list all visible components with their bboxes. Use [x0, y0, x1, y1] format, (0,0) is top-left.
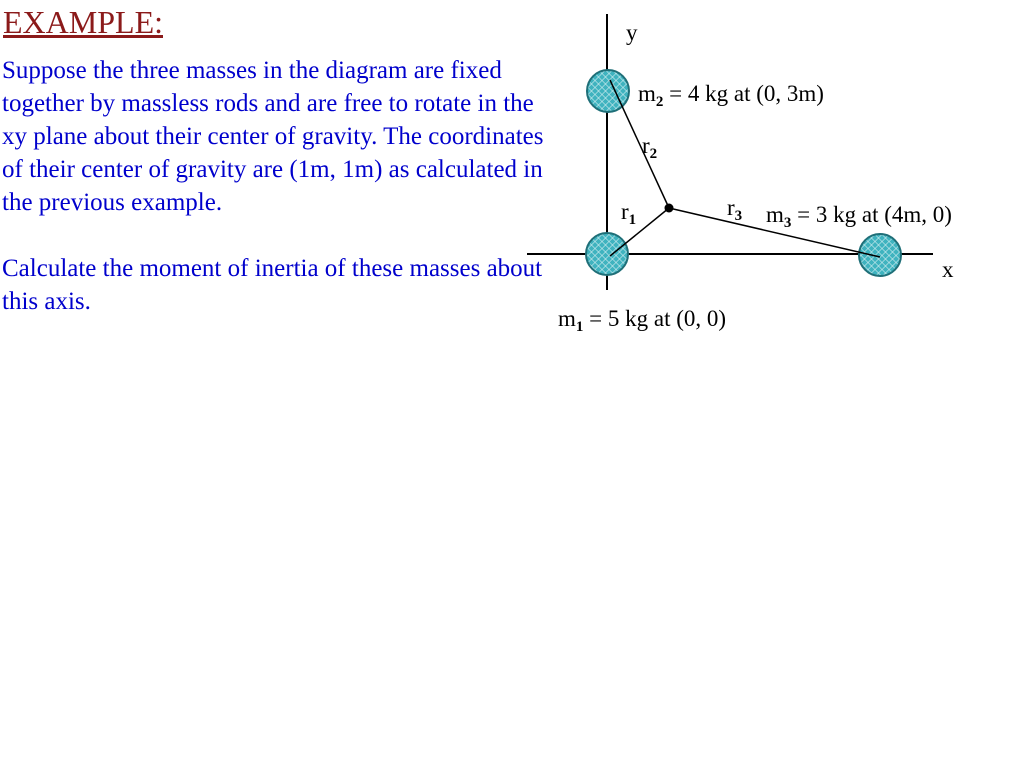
x-axis-label: x: [942, 257, 954, 282]
r1-label: $r_1$: [621, 199, 637, 228]
y-axis-label: y: [626, 20, 638, 45]
problem-paragraph: Suppose the three masses in the diagram are fixed together by massless rods and are free to rotate in the xy plane about their center of gravity. The coordinates of their center of gravity are (1m, 1m) as calculated in the previous example.: [2, 57, 544, 216]
r3-label: $r_3$: [727, 195, 743, 224]
slide-title: EXAMPLE:: [3, 4, 163, 40]
mass-2-sphere: [587, 70, 629, 112]
mass-1-label: $m_1 = 5$ kg at (0, 0): [558, 306, 727, 335]
mass-3-sphere: [859, 234, 901, 276]
question-paragraph: Calculate the moment of inertia of these masses about this axis.: [2, 255, 543, 315]
mass-2-label: $m_2 = 4$ kg at (0, 3m): [638, 81, 824, 110]
center-of-gravity-dot: [665, 204, 674, 213]
mass-3-label: $m_3 = 3$ kg at (4m, 0): [766, 202, 952, 231]
mass-1-sphere: [586, 233, 628, 275]
r2-label: $r_2$: [642, 133, 658, 162]
r1-line: [610, 208, 669, 256]
